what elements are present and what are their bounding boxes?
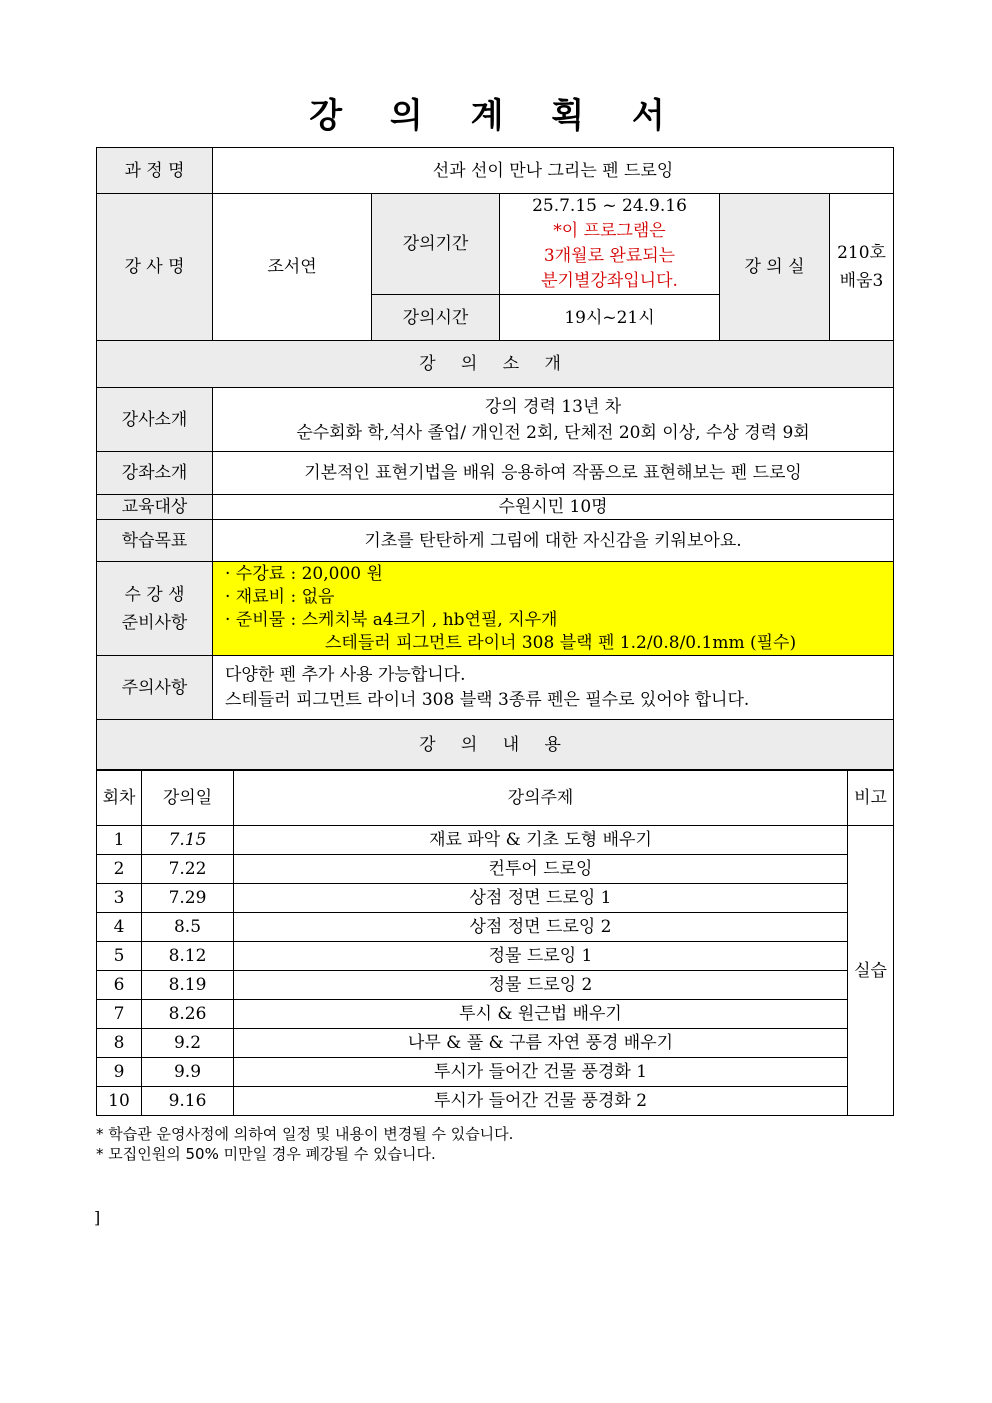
row-no: 3	[97, 884, 142, 913]
table-row	[97, 1087, 894, 1116]
content-header: 강 의 내 용	[97, 720, 894, 770]
course-name-value: 선과 선이 만나 그리는 펜 드로잉	[213, 148, 894, 194]
caution-label: 주의사항	[97, 656, 213, 720]
prep-material-fee: · 재료비 : 없음	[225, 586, 335, 607]
period-note-1: *이 프로그램은	[553, 221, 666, 241]
intro-header: 강 의 소 개	[97, 341, 894, 388]
caution-line-1: 다양한 펜 추가 사용 가능합니다.	[225, 664, 466, 685]
instructor-intro-value	[213, 388, 894, 452]
trailing-mark: ]	[94, 1208, 101, 1227]
instructor-intro-line-1: 강의 경력 13년 차	[484, 396, 622, 417]
table-row	[97, 1029, 894, 1058]
room-label: 강 의 실	[720, 194, 830, 341]
row-date: 8.26	[142, 1000, 234, 1029]
row-topic: 정물 드로잉 1	[234, 942, 848, 971]
table-row	[97, 971, 894, 1000]
prep-fee: · 수강료 : 20,000 원	[225, 563, 383, 584]
time-label: 강의시간	[372, 295, 500, 341]
period-cell	[500, 194, 720, 295]
goal-value: 기초를 탄탄하게 그림에 대한 자신감을 키워보아요.	[213, 520, 894, 562]
footnote-2: * 모집인원의 50% 미만일 경우 폐강될 수 있습니다.	[96, 1145, 436, 1163]
table-row	[97, 913, 894, 942]
row-date: 9.16	[142, 1087, 234, 1116]
course-name-label: 과 정 명	[97, 148, 213, 194]
row-no: 10	[97, 1087, 142, 1116]
table-row	[97, 884, 894, 913]
row-topic: 정물 드로잉 2	[234, 971, 848, 1000]
period-label: 강의기간	[372, 194, 500, 295]
row-date: 9.2	[142, 1029, 234, 1058]
row-no: 7	[97, 1000, 142, 1029]
row-topic: 투시 & 원근법 배우기	[234, 1000, 848, 1029]
target-label: 교육대상	[97, 495, 213, 520]
prep-supplies-pen: 스테들러 피그먼트 라이너 308 블랙 펜 1.2/0.8/0.1mm (필수)	[325, 632, 797, 653]
target-value: 수원시민 10명	[213, 495, 894, 520]
row-no: 4	[97, 913, 142, 942]
prep-label-line-2: 준비사항	[121, 612, 188, 633]
row-date: 7.15	[142, 826, 234, 855]
row-topic: 재료 파악 & 기초 도형 배우기	[234, 826, 848, 855]
prep-label	[97, 562, 213, 656]
row-date: 8.5	[142, 913, 234, 942]
goal-label: 학습목표	[97, 520, 213, 562]
room-line-1: 210호	[837, 243, 886, 263]
instructor-intro-label: 강사소개	[97, 388, 213, 452]
row-date: 7.29	[142, 884, 234, 913]
row-date: 9.9	[142, 1058, 234, 1087]
row-topic: 투시가 들어간 건물 풍경화 2	[234, 1087, 848, 1116]
row-no: 1	[97, 826, 142, 855]
prep-details	[213, 562, 894, 656]
row-no: 5	[97, 942, 142, 971]
instructor-intro-line-2: 순수회화 학,석사 졸업/ 개인전 2회, 단체전 20회 이상, 수상 경력 9회	[296, 422, 810, 443]
instructor-value: 조서연	[213, 194, 372, 341]
table-row	[97, 942, 894, 971]
prep-label-line-1: 수 강 생	[124, 584, 185, 605]
period-note-2: 3개월로 완료되는	[543, 246, 676, 266]
row-topic: 나무 & 풀 & 구름 자연 풍경 배우기	[234, 1029, 848, 1058]
row-topic: 상점 정면 드로잉 2	[234, 913, 848, 942]
table-row	[97, 1058, 894, 1087]
schedule-table	[96, 770, 894, 1116]
room-line-2: 배움3	[839, 271, 884, 291]
room-value	[830, 194, 894, 341]
course-intro-label: 강좌소개	[97, 452, 213, 495]
row-date: 7.22	[142, 855, 234, 884]
row-no: 6	[97, 971, 142, 1000]
col-header-no: 회차	[97, 771, 142, 826]
row-date: 8.12	[142, 942, 234, 971]
remark-cell: 실습	[848, 826, 894, 1116]
caution-value	[213, 656, 894, 720]
row-topic: 상점 정면 드로잉 1	[234, 884, 848, 913]
period-note-3: 분기별강좌입니다.	[541, 271, 678, 291]
footnote-1: * 학습관 운영사정에 의하여 일정 및 내용이 변경될 수 있습니다.	[96, 1125, 514, 1143]
row-no: 2	[97, 855, 142, 884]
course-intro-value: 기본적인 표현기법을 배워 응용하여 작품으로 표현해보는 펜 드로잉	[213, 452, 894, 495]
row-topic: 컨투어 드로잉	[234, 855, 848, 884]
document-title: 강 의 계 획 서	[309, 96, 683, 136]
instructor-label: 강 사 명	[97, 194, 213, 341]
col-header-date: 강의일	[142, 771, 234, 826]
col-header-topic: 강의주제	[234, 771, 848, 826]
footnotes	[96, 1124, 513, 1164]
table-row	[97, 855, 894, 884]
prep-supplies: · 준비물 : 스케치북 a4크기 , hb연필, 지우개	[225, 609, 558, 630]
table-row	[97, 826, 894, 855]
row-no: 9	[97, 1058, 142, 1087]
caution-line-2: 스테들러 피그먼트 라이너 308 블랙 3종류 펜은 필수로 있어야 합니다.	[225, 689, 750, 710]
time-value: 19시~21시	[500, 295, 720, 341]
row-topic: 투시가 들어간 건물 풍경화 1	[234, 1058, 848, 1087]
row-no: 8	[97, 1029, 142, 1058]
course-info-table	[96, 147, 894, 770]
table-row	[97, 1000, 894, 1029]
row-date: 8.19	[142, 971, 234, 1000]
col-header-remark: 비고	[848, 771, 894, 826]
period-value: 25.7.15 ~ 24.9.16	[532, 196, 687, 216]
